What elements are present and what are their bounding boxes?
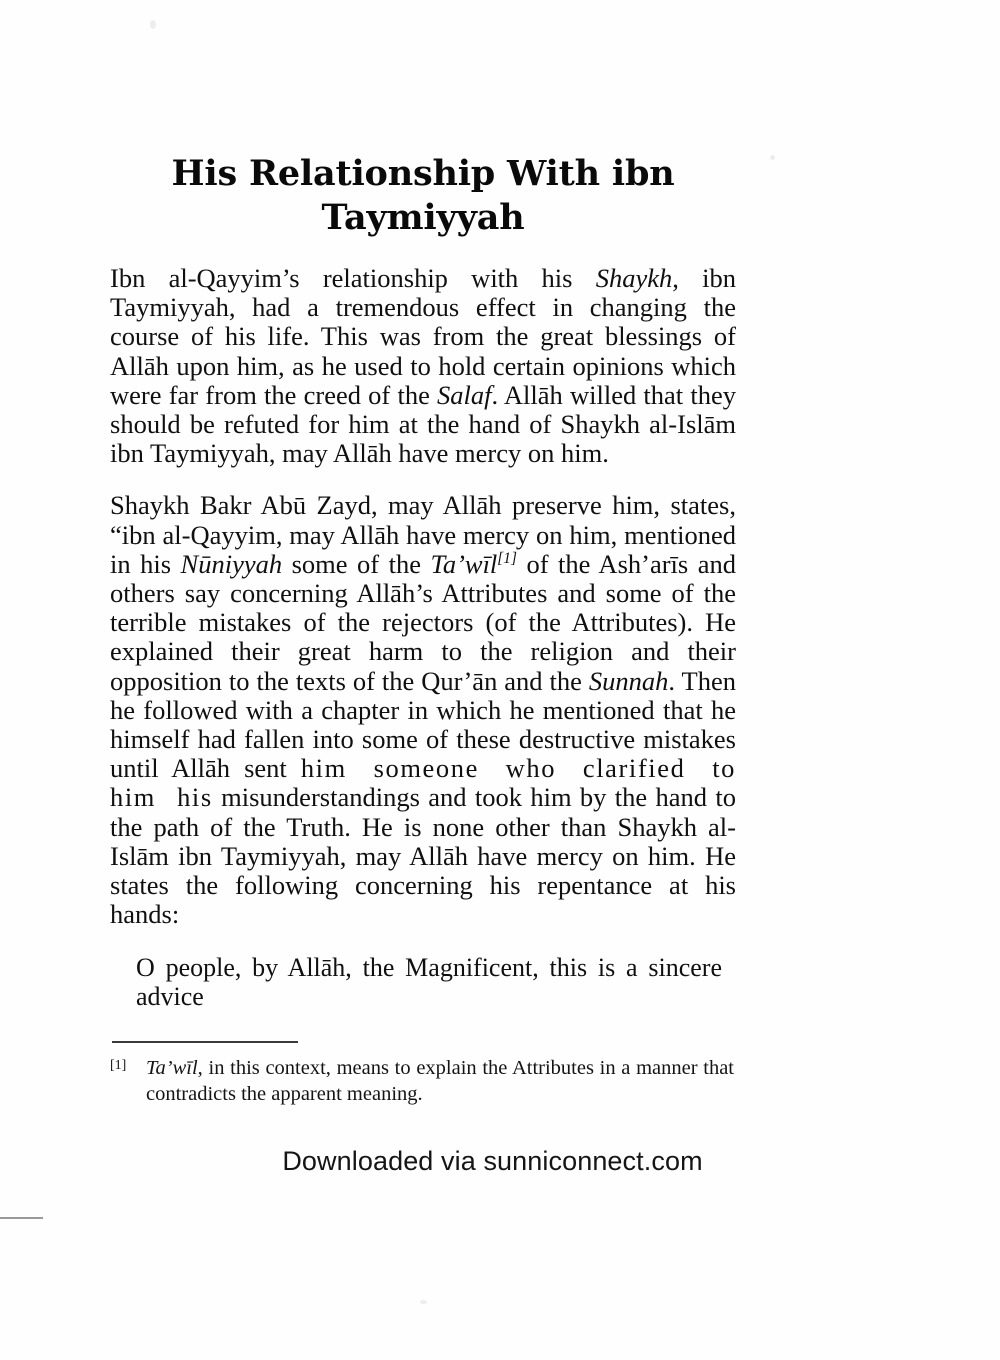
paragraph-1-segment-text-3: . Allāh willed that they should be refuted for him at the hand of Shaykh al-Islām ibn Taymiyyah, may Allāh have mercy on him. (110, 379, 736, 469)
paragraph-1-italic-salaf: Salaf (437, 379, 492, 410)
scan-speck (770, 155, 775, 160)
page-title (110, 0, 736, 240)
paragraph-2-loose-line: him someone who clarified to him his (110, 753, 736, 813)
page-title-line-1: His Relationship With ibn (171, 153, 675, 194)
paragraph-2-part-e: misunderstandings and took him by the hand to the path of the Truth. He is none other than Shaykh al-Islām ibn Taymiyyah, may Allāh have mercy on him. He states the following concerning his repentance at his hands: (110, 782, 736, 930)
body-paragraph-2 (110, 491, 736, 929)
paragraph-1-italic-shaykh: Shaykh (595, 263, 673, 293)
footnote-1-marker: [1] (110, 1058, 127, 1074)
footnote-reference-1[interactable]: [1] (497, 550, 517, 567)
paragraph-2-part-c: of the Ash’arīs and others say concerning Allāh’s Attributes and some of the terrible mistakes of the rejectors (of the Attributes). He explained their great harm to the religion and their opposition to the texts of the Qur’ān and the (110, 548, 736, 696)
body-paragraph-1 (110, 264, 736, 468)
paragraph-1-segment-text-2: , ibn Taymiyyah, had a tremendous effect in changing the course of his life. This was from the great blessings of Allāh upon him, as he used to hold certain opinions which were far from the creed of the (110, 263, 736, 410)
download-watermark: Downloaded via sunniconnect.com (282, 1146, 703, 1176)
paragraph-2-part-a: Shaykh Bakr Abū Zayd, may Allāh preserve him, states, “ibn al-Qayyim, may Allāh have mercy on him, mentioned in his (110, 490, 736, 579)
page-title-line-2: Taymiyyah (321, 197, 525, 238)
paragraph-2-italic-tawil: Ta’wīl (430, 548, 498, 579)
paragraph-1-segment-text: Ibn al-Qayyim’s relationship with his (110, 263, 596, 293)
paragraph-2-italic-sunnah: Sunnah (588, 665, 669, 696)
page-content (110, 0, 736, 1128)
scan-speck (420, 1300, 427, 1304)
footnote-separator-rule (112, 1041, 298, 1043)
paragraph-2-part-d: . Then he followed with a chapter in which he mentioned that he himself had fallen into some of these destructive mistakes until Allāh sent (110, 665, 736, 784)
scan-artifact-line (0, 1217, 43, 1219)
paragraph-2-part-b: some of the (282, 548, 431, 579)
footnote-1 (110, 1055, 734, 1107)
block-quotation: O people, by Allāh, the Magnificent, this is a sincere advice (136, 953, 722, 1012)
paragraph-2-italic-nuniyyah: Nūniyyah (180, 548, 283, 579)
footnote-1-text: , in this context, means to explain the Attributes in a manner that contradicts the apparent meaning. (146, 1057, 734, 1106)
footnote-1-italic-term: Ta’wīl (146, 1057, 198, 1080)
